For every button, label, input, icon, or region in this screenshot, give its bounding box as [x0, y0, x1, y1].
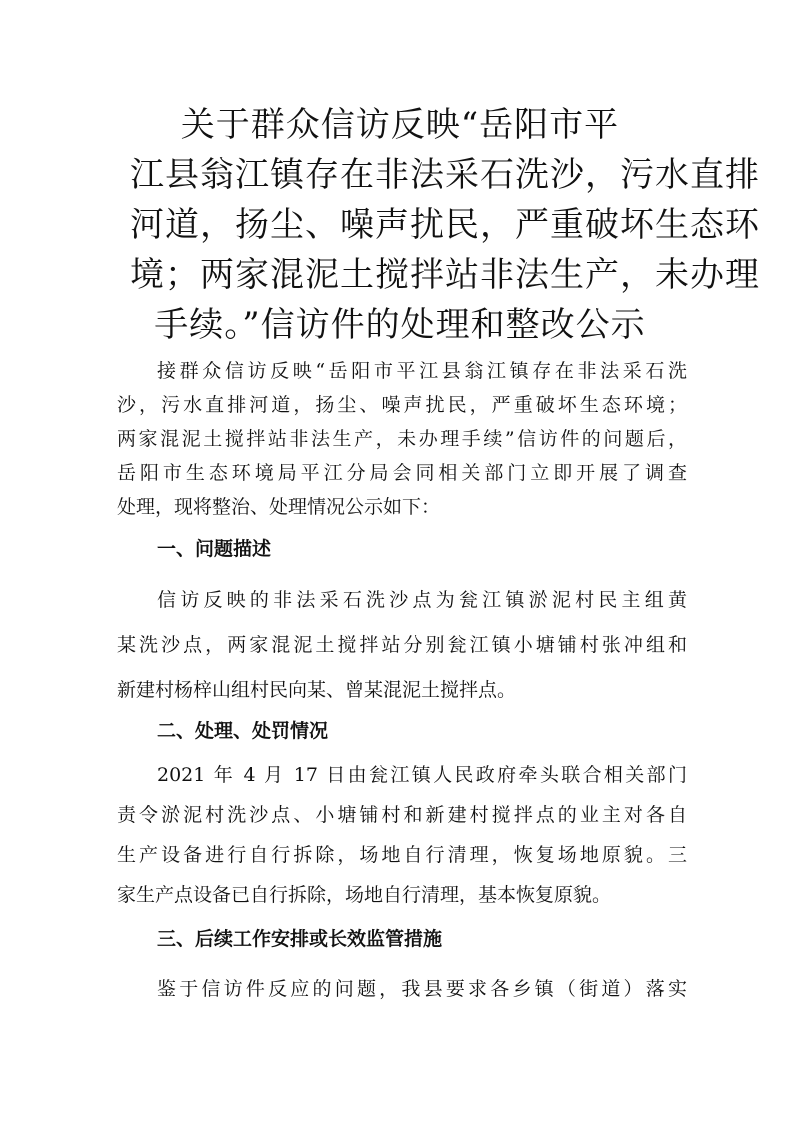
intro-line: 接群众信访反映“岳阳市平江县翁江镇存在非法采石洗	[157, 360, 687, 382]
title-line: 河道，扬尘、噪声扰民，严重破坏生态环	[130, 205, 760, 245]
section-follow-up	[117, 919, 687, 1009]
section-line: 责令淤泥村洗沙点、小塘铺村和新建村搅拌点的业主对各自	[117, 804, 687, 826]
section-line: 2021 年 4 月 17 日由瓮江镇人民政府牵头联合相关部门	[157, 764, 687, 786]
document-body	[117, 354, 687, 1009]
intro-line: 岳阳市生态环境局平江分局会同相关部门立即开展了调查	[117, 462, 687, 484]
section-line: 家生产点设备已自行拆除，场地自行清理，基本恢复原貌。	[117, 884, 612, 906]
section-heading: 二、处理、处罚情况	[157, 720, 329, 742]
section-line: 生产设备进行自行拆除，场地自行清理，恢复场地原貌。三	[117, 844, 687, 866]
intro-line: 沙，污水直排河道，扬尘、噪声扰民，严重破坏生态环境；	[117, 394, 687, 416]
title-line: 手续。”信访件的处理和整改公示	[154, 305, 646, 345]
intro-paragraph	[117, 354, 687, 524]
title-line: 江县翁江镇存在非法采石洗沙，污水直排	[130, 155, 760, 195]
section-line: 某洗沙点，两家混泥土搅拌站分别瓮江镇小塘铺村张冲组和	[117, 634, 687, 656]
section-line: 鉴于信访件反应的问题，我县要求各乡镇（街道）落实	[157, 978, 687, 1000]
section-line: 信访反映的非法采石洗沙点为瓮江镇淤泥村民主组黄	[157, 589, 687, 611]
section-heading: 三、后续工作安排或长效监管措施	[157, 928, 443, 950]
document-title	[130, 100, 760, 350]
title-line: 境；两家混泥土搅拌站非法生产，未办理	[130, 255, 760, 295]
section-line: 新建村杨梓山组村民向某、曾某混泥土搅拌点。	[117, 679, 517, 701]
section-handling	[117, 713, 687, 915]
section-heading: 一、问题描述	[157, 538, 272, 560]
intro-line: 两家混泥土搅拌站非法生产，未办理手续”信访件的问题后，	[117, 428, 687, 450]
intro-line: 处理，现将整治、处理情况公示如下：	[117, 496, 441, 518]
section-problem	[117, 536, 687, 713]
title-line: 关于群众信访反映“岳阳市平	[180, 105, 620, 145]
